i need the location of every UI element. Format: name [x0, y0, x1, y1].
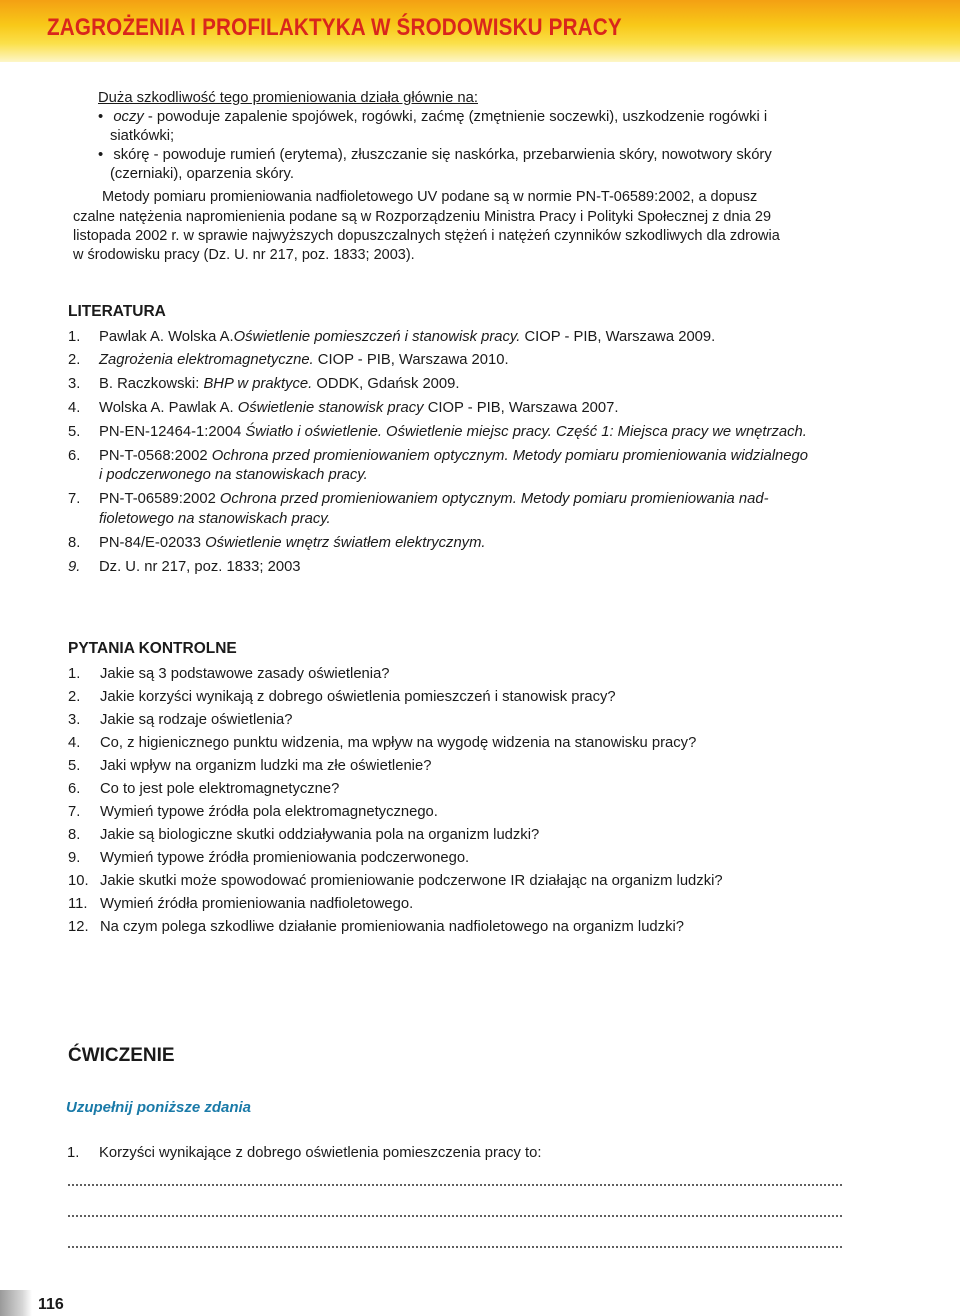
methods-line: Metody pomiaru promieniowania nadfioletowego UV podane są w normie PN-T-06589:2002, a dopusz — [102, 189, 758, 205]
bullet-skora-cont: (czerniaki), oparzenia skóry. — [110, 166, 294, 182]
answer-line[interactable] — [67, 1183, 842, 1187]
methods-line: czalne natężenia napromienienia podane są w Rozporządzeniu Ministra Pracy i Polityki Społecznej z dnia 29 — [73, 209, 772, 225]
question-item: 7. Wymień typowe źródła pola elektromagnetycznego. — [68, 804, 438, 820]
header-title: ZAGROŻENIA I PROFILAKTYKA W ŚRODOWISKU PRACY — [47, 14, 622, 41]
question-item: 10. Jakie skutki może spowodować promieniowanie podczerwone IR działając na organizm ludzki? — [68, 873, 723, 889]
bullet-term: oczy — [113, 109, 144, 125]
question-item: 12. Na czym polega szkodliwe działanie promieniowania nadfioletowego na organizm ludzki? — [68, 919, 684, 935]
literature-item: 4. Wolska A. Pawlak A. Oświetlenie stanowisk pracy CIOP - PIB, Warszawa 2007. — [68, 400, 619, 416]
exercise-instruction: Uzupełnij poniższe zdania — [66, 1099, 252, 1116]
literature-item: 6. PN-T-0568:2002 Ochrona przed promieniowaniem optycznym. Metody pomiaru promieniowania widzialnego — [68, 448, 808, 464]
page-number: 116 — [38, 1296, 64, 1313]
bullet-icon: • — [98, 147, 104, 163]
literature-item: 9. Dz. U. nr 217, poz. 1833; 2003 — [68, 559, 301, 575]
bullet-oczy — [98, 107, 767, 127]
methods-line: listopada 2002 r. w sprawie najwyższych dopuszczalnych stężeń i natężeń czynników szkodliwych dla zdrowia — [73, 228, 780, 244]
literature-item-cont: i podczerwonego na stanowiskach pracy. — [99, 467, 368, 483]
literature-heading: LITERATURA — [68, 303, 166, 320]
literature-item: 7. PN-T-06589:2002 Ochrona przed promieniowaniem optycznym. Metody pomiaru promieniowania nad- — [68, 491, 769, 507]
question-item: 6. Co to jest pole elektromagnetyczne? — [68, 781, 340, 797]
question-item: 8. Jakie są biologiczne skutki oddziaływania pola na organizm ludzki? — [68, 827, 540, 843]
bullet-text: - powoduje zapalenie spojówek, rogówki, zaćmę (zmętnienie soczewki), uszkodzenie rogówki i — [143, 109, 768, 125]
literature-item: 2. Zagrożenia elektromagnetyczne. CIOP - PIB, Warszawa 2010. — [68, 352, 509, 368]
intro-lead: Duża szkodliwość tego promieniowania działa głównie na: — [98, 90, 478, 106]
bullet-oczy-cont: siatkówki; — [110, 128, 175, 144]
question-item: 9. Wymień typowe źródła promieniowania podczerwonego. — [68, 850, 470, 866]
answer-line[interactable] — [67, 1214, 842, 1218]
page-number-tab — [0, 1290, 32, 1316]
exercise-heading: ĆWICZENIE — [68, 1045, 175, 1066]
question-item: 3. Jakie są rodzaje oświetlenia? — [68, 712, 293, 728]
question-item: 1. Jakie są 3 podstawowe zasady oświetlenia? — [68, 666, 390, 682]
methods-line: w środowisku pracy (Dz. U. nr 217, poz. 1833; 2003). — [73, 247, 415, 263]
questions-heading: PYTANIA KONTROLNE — [68, 640, 237, 657]
bullet-skora — [98, 145, 772, 165]
literature-item: 5. PN-EN-12464-1:2004 Światło i oświetlenie. Oświetlenie miejsc pracy. Część 1: Miejsca pracy we wnętrzach. — [68, 424, 807, 440]
exercise-task: 1. Korzyści wynikające z dobrego oświetlenia pomieszczenia pracy to: — [67, 1145, 542, 1161]
question-item: 2. Jakie korzyści wynikają z dobrego oświetlenia pomieszczeń i stanowisk pracy? — [68, 689, 616, 705]
literature-item: 3. B. Raczkowski: BHP w praktyce. ODDK, Gdańsk 2009. — [68, 376, 460, 392]
page-header-band — [0, 0, 960, 62]
literature-item: 8. PN-84/E-02033 Oświetlenie wnętrz światłem elektrycznym. — [68, 535, 486, 551]
bullet-icon: • — [98, 109, 104, 125]
question-item: 4. Co, z higienicznego punktu widzenia, ma wpływ na wygodę widzenia na stanowisku pracy? — [68, 735, 697, 751]
bullet-text: skórę - powoduje rumień (erytema), złuszczanie się naskórka, przebarwienia skóry, nowotwory skóry — [113, 147, 772, 163]
literature-item: 1. Pawlak A. Wolska A.Oświetlenie pomieszczeń i stanowisk pracy. CIOP - PIB, Warszawa 2009. — [68, 329, 716, 345]
question-item: 11. Wymień źródła promieniowania nadfioletowego. — [68, 896, 414, 912]
literature-item-cont: fioletowego na stanowiskach pracy. — [99, 511, 331, 527]
answer-line[interactable] — [67, 1245, 842, 1249]
question-item: 5. Jaki wpływ na organizm ludzki ma złe oświetlenie? — [68, 758, 432, 774]
